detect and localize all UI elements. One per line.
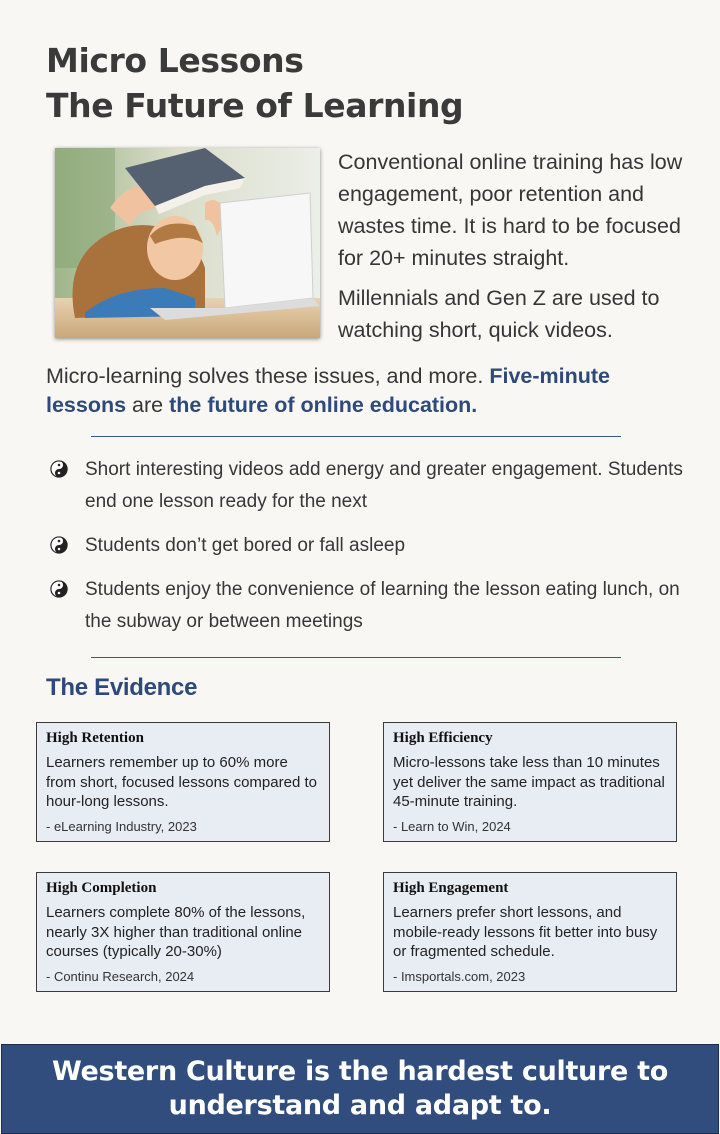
card-body: Micro-lessons take less than 10 minutes yet deliver the same impact as traditional 45-minute training. bbox=[393, 754, 665, 810]
evidence-card-engagement bbox=[383, 872, 677, 992]
divider-bottom bbox=[91, 657, 621, 658]
list-item-text: Students enjoy the convenience of learning the lesson eating lunch, on the subway or between meetings bbox=[85, 579, 680, 632]
evidence-card-efficiency bbox=[383, 722, 677, 842]
yin-yang-icon bbox=[50, 580, 68, 598]
lede-text-2: are bbox=[126, 393, 170, 417]
card-title: High Efficiency bbox=[393, 730, 493, 746]
card-title: High Engagement bbox=[393, 880, 509, 896]
lede-highlight-2: the future of online education. bbox=[169, 393, 478, 417]
evidence-card-retention bbox=[36, 722, 330, 842]
intro-paragraph-2: Millennials and Gen Z are used to watching short, quick videos. bbox=[338, 286, 660, 342]
yin-yang-icon bbox=[50, 460, 68, 478]
list-item bbox=[50, 530, 690, 562]
card-source: - Continu Research, 2024 bbox=[46, 969, 195, 984]
evidence-card-completion bbox=[36, 872, 330, 992]
intro-paragraph-1: Conventional online training has low engagement, poor retention and wastes time. It is hard to be focused for 20+ minutes straight. bbox=[338, 150, 683, 270]
student-laptop-book-photo bbox=[55, 148, 320, 338]
list-item bbox=[50, 574, 690, 638]
list-item bbox=[50, 454, 690, 518]
evidence-heading: The Evidence bbox=[46, 674, 198, 701]
title-line-1: Micro Lessons bbox=[46, 41, 304, 80]
card-source: - Learn to Win, 2024 bbox=[393, 819, 511, 834]
list-item-text: Short interesting videos add energy and greater engagement. Students end one lesson ready for the next bbox=[85, 459, 683, 512]
lede-paragraph bbox=[46, 362, 686, 420]
list-item-text: Students don’t get bored or fall asleep bbox=[85, 535, 406, 556]
card-source: - Imsportals.com, 2023 bbox=[393, 969, 526, 984]
card-body: Learners complete 80% of the lessons, nearly 3X higher than traditional online courses (typically 20-30%) bbox=[46, 904, 306, 960]
benefits-list bbox=[50, 454, 690, 650]
card-body: Learners prefer short lessons, and mobile-ready lessons fit better into busy or fragmented schedule. bbox=[393, 904, 658, 960]
card-body: Learners remember up to 60% more from short, focused lessons compared to hour-long lessons. bbox=[46, 754, 317, 810]
page-title bbox=[46, 38, 463, 128]
card-title: High Completion bbox=[46, 880, 157, 896]
lede-highlight-1: Five-minute lessons bbox=[46, 364, 610, 417]
footer-banner bbox=[1, 1044, 719, 1134]
intro-text bbox=[338, 146, 708, 354]
card-source: - eLearning Industry, 2023 bbox=[46, 819, 197, 834]
footer-banner-text: Western Culture is the hardest culture to understand and adapt to. bbox=[52, 1056, 668, 1121]
title-line-2: The Future of Learning bbox=[46, 86, 464, 125]
yin-yang-icon bbox=[50, 536, 68, 554]
card-title: High Retention bbox=[46, 730, 144, 746]
divider-top bbox=[91, 436, 621, 437]
lede-text-1: Micro-learning solves these issues, and more. bbox=[46, 364, 490, 388]
